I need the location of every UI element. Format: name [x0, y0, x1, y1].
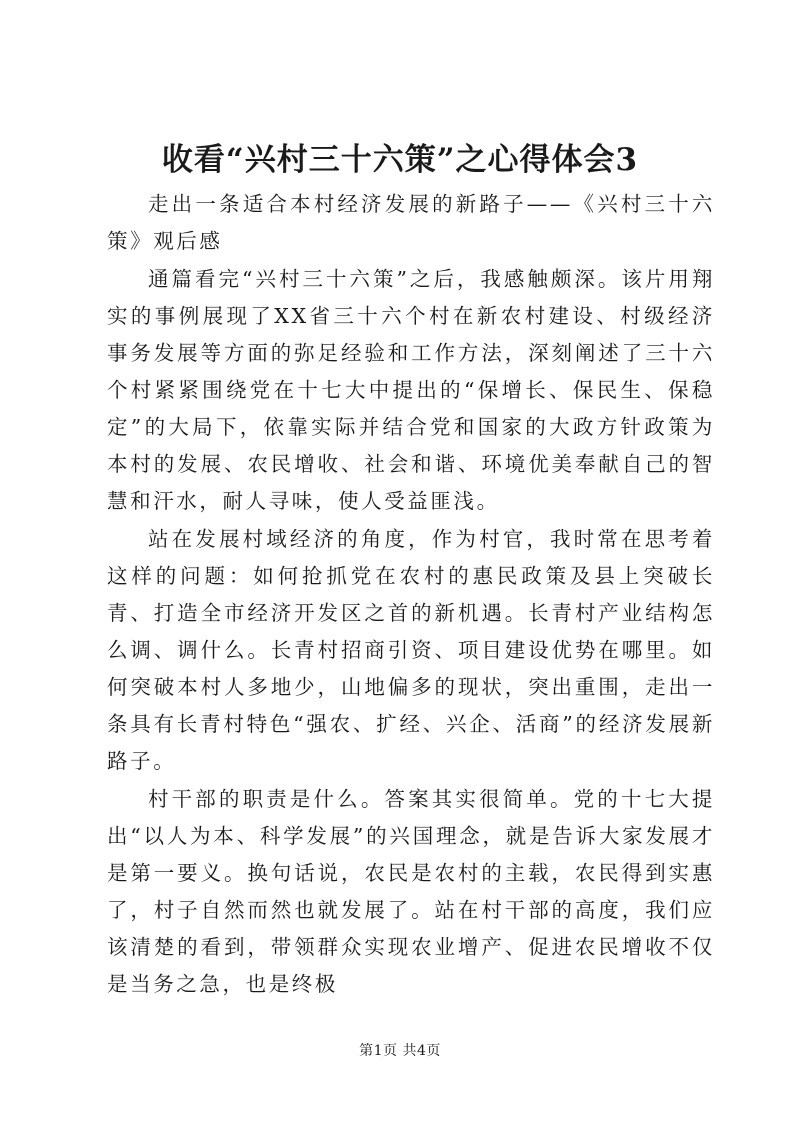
document-title: 收看“兴村三十六策”之心得体会3: [161, 142, 639, 178]
paragraph-3: 村干部的职责是什么。答案其实很简单。党的十七大提出“以人为本、科学发展”的兴国理念，就是告诉大家发展才是第一要义。换句话说，农民是农村的主载，农民得到实惠了，村子自然而然也就发展了。站在村干部的高度，我们应该清楚的看到，带领群众实现农业增产、促进农民增收不仅是当务之急，也是终极: [107, 787, 715, 996]
paragraph-1: 通篇看完“兴村三十六策”之后，我感触颇深。该片用翔实的事例展现了XX省三十六个村在新农村建设、村级经济事务发展等方面的弥足经验和工作方法，深刻阐述了三十六个村紧紧围绕党在十七大中提出的“保增长、保民生、保稳定”的大局下，依靠实际并结合党和国家的大政方针政策为本村的发展、农民增收、社会和谐、环境优美奉献自己的智慧和汗水，耐人寻味，使人受益匪浅。: [107, 267, 715, 513]
page-number-footer: 第1页 共4页: [359, 1043, 441, 1059]
paragraph-2: 站在发展村域经济的角度，作为村官，我时常在思考着这样的问题：如何抢抓党在农村的惠民政策及县上突破长青、打造全市经济开发区之首的新机遇。长青村产业结构怎么调、调什么。长青村招商引资、项目建设优势在哪里。如何突破本村人多地少，山地偏多的现状，突出重围，走出一条具有长青村特色“强农、扩经、兴企、活商”的经济发展新路子。: [107, 527, 715, 773]
document-body: [107, 186, 715, 1003]
paragraph-subtitle: 走出一条适合本村经济发展的新路子——《兴村三十六策》观后感: [107, 192, 715, 253]
